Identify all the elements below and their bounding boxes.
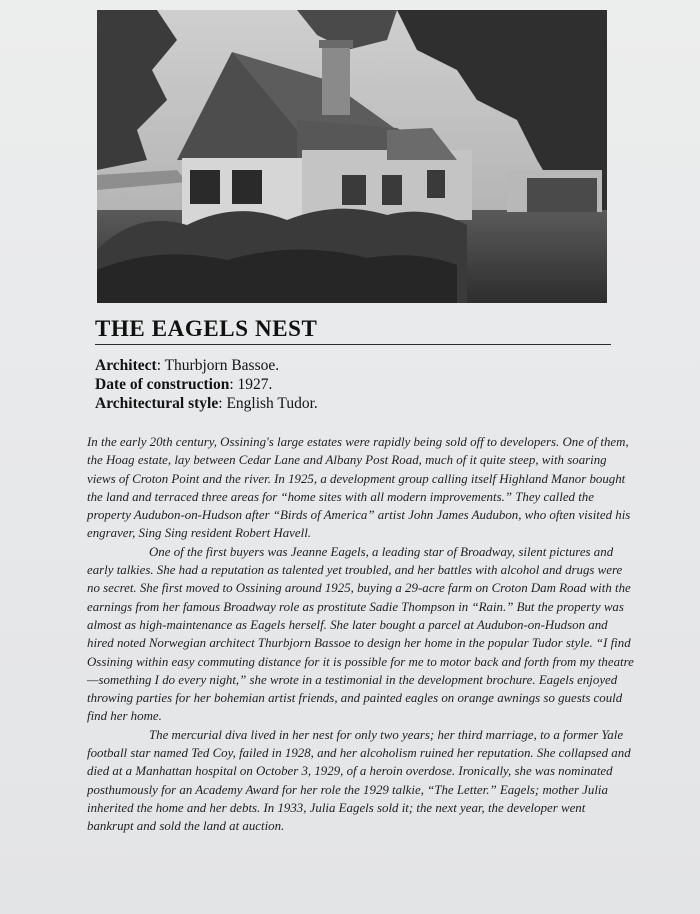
building-facts bbox=[95, 356, 318, 413]
page-title: THE EAGELS NEST bbox=[95, 316, 611, 345]
architect-row: Architect: Thurbjorn Bassoe. bbox=[95, 357, 280, 374]
architect-label: Architect bbox=[95, 357, 157, 374]
style-row: Architectural style: English Tudor. bbox=[95, 395, 318, 412]
style-value: English Tudor. bbox=[226, 395, 318, 412]
architect-value: Thurbjorn Bassoe. bbox=[164, 357, 280, 374]
paragraph: The mercurial diva lived in her nest for only two years; her third marriage, to a former Yale football star named Ted Coy, failed in 1928, and her alcoholism ruined her reputation. She collapsed and died at a Manhattan hospital on October 3, 1929, of a heroin overdose. Ironically, she was nominated posthumously for an Academy Award for her role the 1929 talkie, “The Letter.” Eagels; mother Julia inherited the home and her debts. In 1933, Julia Eagels sold it; the next year, the developer went bankrupt and sold the land at auction. bbox=[87, 727, 631, 834]
style-label: Architectural style bbox=[95, 395, 219, 412]
paragraph: In the early 20th century, Ossining's large estates were rapidly being sold off to developers. One of them, the Hoag estate, lay between Cedar Lane and Albany Post Road, much of it quite steep, with soaring views of Croton Point and the river. In 1925, a development group calling itself Highland Manor bought the land and terraced three areas for “home sites with all modern improvements.” They called the property Audubon-on-Hudson after “Birds of America” artist John James Audubon, who often visited his engraver, Sing Sing resident Robert Havell. bbox=[87, 435, 631, 541]
paragraph: One of the first buyers was Jeanne Eagels, a leading star of Broadway, silent pictures and early talkies. She had a reputation as talented yet troubled, and her battles with alcohol and drugs were no secret. She first moved to Ossining around 1925, buying a 29-acre farm on Croton Dam Road with the earnings from her famous Broadway role as prostitute Sadie Thompson in “Rain.” But the property was almost as high-maintenance as Eagels herself. She later bought a parcel at Audubon-on-Hudson and hired noted Norwegian architect Thurbjorn Bassoe to design her home in the popular Tudor style. “I find Ossining within easy commuting distance for it is possible for me to motor back and forth from my theatre—something I do every night,” she wrote in a testimonial in the development brochure. Eagels enjoyed throwing parties for her bohemian artist friends, and painted eagles on orange awnings so guests could find her home. bbox=[87, 544, 634, 724]
date-label: Date of construction bbox=[95, 376, 230, 393]
house-photo bbox=[97, 10, 607, 303]
history-text bbox=[87, 433, 635, 836]
date-row: Date of construction: 1927. bbox=[95, 376, 273, 393]
date-value: 1927. bbox=[237, 376, 273, 393]
